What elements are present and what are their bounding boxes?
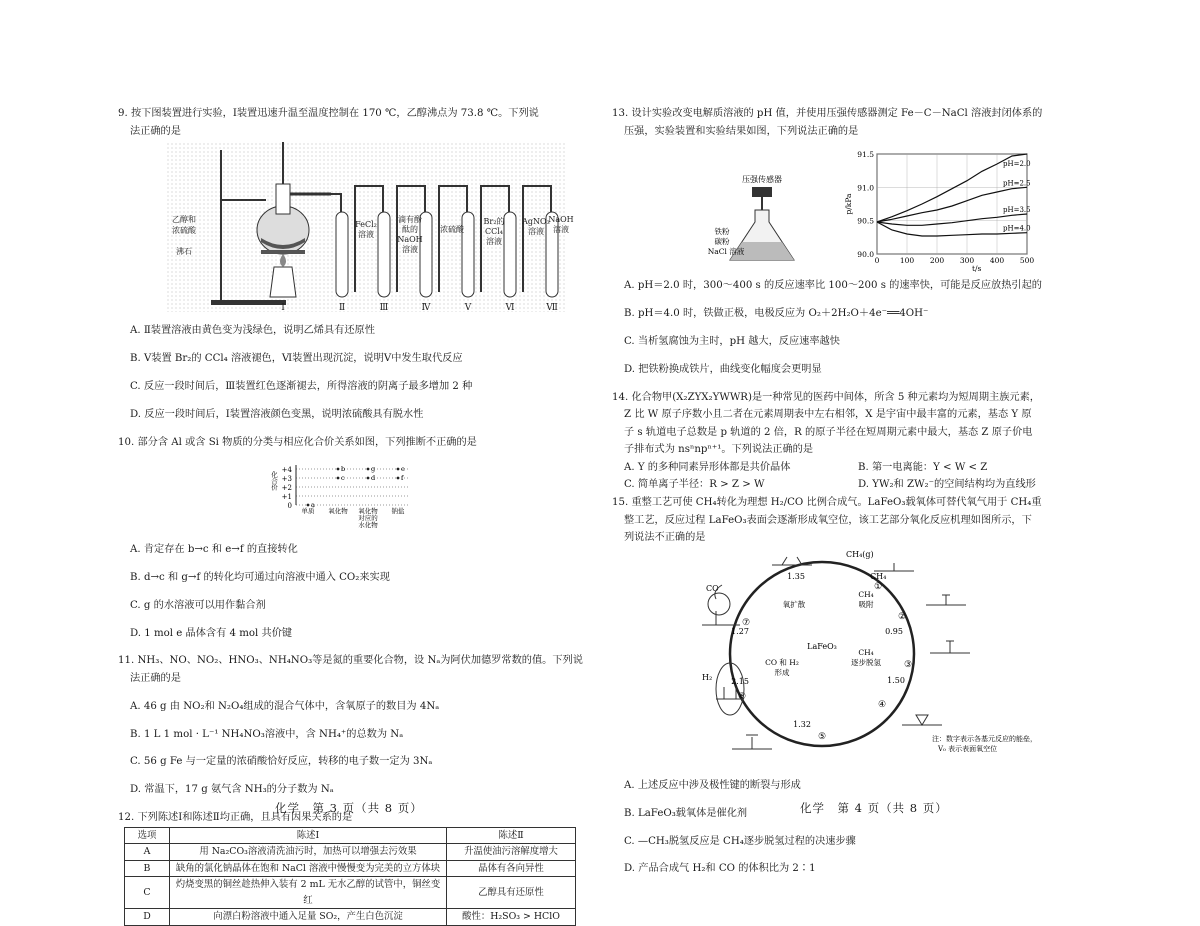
label-t4: Ⅳ bbox=[421, 303, 431, 314]
q11-stem-line2: 法正确的是 bbox=[130, 673, 181, 684]
table-cell: 缺角的氯化钠晶体在饱和 NaCl 溶液中慢慢变为完美的立方体块 bbox=[170, 860, 447, 877]
xtick-label: 500 bbox=[1019, 256, 1035, 266]
xtick-label: 200 bbox=[929, 256, 945, 266]
label-s3c: NaOH bbox=[397, 235, 423, 245]
tube-train bbox=[331, 186, 551, 292]
q9-option-b: B. Ⅴ装置 Br₂的 CCl₄ 溶液褪色，Ⅵ装置出现沉淀，说明Ⅴ中发生取代反应 bbox=[130, 353, 463, 365]
inner-1b: 吸附 bbox=[858, 599, 874, 609]
energy-4: 1.32 bbox=[793, 719, 811, 729]
flask-label-1: 铁粉 bbox=[714, 227, 730, 237]
label-s2a: FeCl₂ bbox=[355, 220, 377, 230]
energy-2: 0.95 bbox=[885, 626, 903, 636]
q15-option-a: A. 上述反应中涉及极性键的断裂与形成 bbox=[624, 780, 801, 792]
table-cell: 向漂白粉溶液中通入足量 SO₂，产生白色沉淀 bbox=[170, 909, 447, 926]
label-t6: Ⅵ bbox=[505, 303, 515, 314]
table-header: 陈述Ⅱ bbox=[447, 827, 576, 844]
q9-apparatus-figure bbox=[166, 142, 574, 314]
flask-label-3: NaCl 溶液 bbox=[707, 247, 745, 257]
xtick-label: 钠盐 bbox=[391, 507, 405, 516]
table-cell: 升温使油污溶解度增大 bbox=[447, 844, 576, 861]
table-row bbox=[125, 860, 576, 877]
table-cell: C bbox=[125, 877, 170, 909]
label-s4a: 浓硫酸 bbox=[440, 225, 464, 235]
q9-stem-line1: 9. 按下图装置进行实验，Ⅰ装置迅速升温至温度控制在 170 ℃，乙醇沸点为 73.8 ℃。下列说 bbox=[118, 108, 539, 119]
stand-base bbox=[211, 300, 286, 305]
label-s6a: AgNO₃ bbox=[522, 217, 550, 227]
ytick-label: +1 bbox=[281, 493, 292, 502]
q14-stem-line1: 14. 化合物甲(X₂ZYX₂YWWR)是一种常见的医药中间体，所含 5 种元素均为短周期主族元素， bbox=[612, 391, 1040, 403]
energy-3: 1.50 bbox=[887, 675, 905, 685]
label-ethanol: 乙醇和 bbox=[172, 215, 196, 225]
table-header-row bbox=[125, 827, 576, 844]
sensor-label: 压强传感器 bbox=[742, 175, 782, 185]
q15-option-d: D. 产品合成气 H₂和 CO 的体积比为 2∶1 bbox=[624, 863, 816, 875]
label-t1: Ⅰ bbox=[281, 303, 285, 314]
flame bbox=[280, 254, 286, 267]
table-cell: A bbox=[125, 844, 170, 861]
note-line1: 注：数字表示各基元反应的能垒， bbox=[932, 734, 1037, 743]
q10-option-b: B. d→c 和 g→f 的转化均可通过向溶液中通入 CO₂来实现 bbox=[130, 572, 390, 584]
inner-4: 氧扩散 bbox=[782, 599, 806, 609]
point-label-c: c bbox=[341, 474, 345, 483]
q11-option-b: B. 1 L 1 mol · L⁻¹ NH₄NO₃溶液中，含 NH₄⁺的总数为 Nₐ bbox=[130, 728, 404, 740]
point-e bbox=[397, 468, 400, 471]
energy-1: 1.35 bbox=[787, 571, 805, 581]
table-cell: 灼烧变黑的铜丝趁热伸入装有 2 mL 无水乙醇的试管中，铜丝变红 bbox=[170, 877, 447, 909]
label-s7b: 溶液 bbox=[553, 225, 569, 235]
q15-stem-line3: 列说法不正确的是 bbox=[624, 532, 706, 544]
ytick-label: +4 bbox=[281, 466, 292, 475]
label-t7: Ⅶ bbox=[546, 303, 558, 314]
point-label-d: d bbox=[371, 474, 376, 483]
xtick-label: 对应的 bbox=[358, 514, 378, 523]
xtick-label: 400 bbox=[989, 256, 1005, 266]
valence-chart-svg bbox=[268, 453, 438, 531]
table-cell: 酸性：H₂SO₃ > HClO bbox=[447, 909, 576, 926]
ytick-label: 91.5 bbox=[857, 150, 874, 160]
label-t3: Ⅲ bbox=[379, 303, 389, 314]
flask-label-2: 碳粉 bbox=[714, 237, 730, 247]
ytick-label: +3 bbox=[281, 475, 292, 484]
table-cell: B bbox=[125, 860, 170, 877]
xtick-label: 300 bbox=[959, 256, 975, 266]
q15-option-c: C. —CH₃脱氢反应是 CH₄逐步脱氢过程的决速步骤 bbox=[624, 835, 856, 847]
note-line2: V₀ 表示表面氧空位 bbox=[938, 744, 998, 753]
q15-mechanism-figure bbox=[612, 549, 1072, 767]
point-label-g: g bbox=[371, 465, 376, 474]
xtick-label: 100 bbox=[899, 256, 915, 266]
q9-stem-line2: 法正确的是 bbox=[130, 125, 181, 137]
point-a bbox=[307, 504, 310, 507]
q11-option-a: A. 46 g 由 NO₂和 N₂O₄组成的混合气体中，含氧原子的数目为 4Nₐ bbox=[130, 700, 440, 712]
ytick-label: +2 bbox=[281, 484, 292, 493]
inner-3a: CO 和 H₂ bbox=[765, 657, 799, 667]
q14-option-d: D. YW₂和 ZW₂⁻的空间结构均为直线形 bbox=[858, 479, 1036, 491]
ytick-label: 0 bbox=[287, 502, 292, 511]
label-s6b: 溶液 bbox=[528, 227, 544, 237]
series-line-3 bbox=[877, 214, 1027, 225]
alcohol-lamp bbox=[270, 267, 296, 297]
inner-2b: 逐步脱氢 bbox=[851, 657, 881, 667]
series-label-4: pH=4.0 bbox=[1003, 224, 1031, 233]
q13-option-d: D. 把铁粉换成铁片，曲线变化幅度会更明显 bbox=[624, 363, 822, 375]
step-5: ⑤ bbox=[817, 731, 827, 742]
label-s3a: 滴有酚 bbox=[398, 215, 422, 225]
series-label-3: pH=3.5 bbox=[1003, 206, 1031, 215]
q14-options-row2 bbox=[612, 476, 1092, 494]
xtick-label: 单质 bbox=[301, 507, 315, 516]
q15-stem-line1: 15. 重整工艺可使 CH₄转化为理想 H₂/CO 比例合成气。LaFeO₃载氧体可替代氧气用于 CH₄重 bbox=[612, 497, 1042, 509]
xtick-label: 0 bbox=[874, 256, 880, 266]
step-1: ① bbox=[873, 581, 883, 592]
y-axis-title: p/kPa bbox=[844, 193, 853, 215]
label-stone: 沸石 bbox=[176, 247, 192, 257]
table-cell: 晶体有各向异性 bbox=[447, 860, 576, 877]
q14-option-a: A. Y 的多种同素异形体都是共价晶体 bbox=[624, 461, 791, 473]
q12-stem: 12. 下列陈述Ⅰ和陈述Ⅱ均正确，且具有因果关系的是 bbox=[118, 811, 353, 823]
table-row bbox=[125, 844, 576, 861]
center-label: LaFeO₃ bbox=[807, 641, 837, 651]
x-axis-title: t/s bbox=[972, 264, 982, 274]
point-label-b: b bbox=[341, 465, 346, 474]
adsorbate-sketches bbox=[702, 557, 970, 749]
q14-stem-line2: Z 比 W 原子序数小且二者在元素周期表中左右相邻，X 是宇宙中最丰富的元素，基态 Y 原 bbox=[624, 409, 1032, 421]
label-t5: Ⅴ bbox=[464, 303, 472, 314]
label-s2b: 溶液 bbox=[358, 230, 374, 240]
step-3: ③ bbox=[903, 659, 913, 670]
q10-option-c: C. g 的水溶液可以用作黏合剂 bbox=[130, 599, 266, 611]
table-cell: D bbox=[125, 909, 170, 926]
inner-1a: CH₄ bbox=[858, 589, 874, 599]
q10-option-d: D. 1 mol e 晶体含有 4 mol 共价键 bbox=[130, 627, 293, 639]
label-s7a: NaOH bbox=[548, 215, 574, 225]
q13-stem-line2: 压强，实验装置和实验结果如图，下列说法正确的是 bbox=[624, 125, 859, 137]
series-label-1: pH=2.0 bbox=[1003, 160, 1031, 169]
step-6: ⑥ bbox=[737, 691, 747, 702]
sensor-flask bbox=[708, 174, 794, 260]
q11-stem-line1: 11. NH₃、NO、NO₂、HNO₃、NH₄NO₃等是氮的重要化合物，设 Nₐ为阿伏加德罗常数的值。下列说 bbox=[118, 655, 583, 667]
point-f bbox=[397, 477, 400, 480]
xtick-label: 水化物 bbox=[358, 521, 378, 530]
table-cell: 用 Na₂CO₃溶液清洗油污时，加热可以增强去污效果 bbox=[170, 844, 447, 861]
inner-3b: 形成 bbox=[774, 667, 790, 677]
q14-option-b: B. 第一电离能：Y < W < Z bbox=[858, 461, 988, 473]
table-row bbox=[125, 909, 576, 926]
label-s5c: 溶液 bbox=[486, 237, 502, 247]
q14-stem-line4: 子排布式为 nsⁿnpⁿ⁺¹。下列说法正确的是 bbox=[624, 444, 814, 456]
energy-5: 2.15 bbox=[731, 676, 749, 686]
label-acid: 浓硫酸 bbox=[172, 226, 196, 236]
table-row bbox=[125, 877, 576, 909]
q14-stem-line3: 子 s 轨道电子总数是 p 轨道的 2 倍，R 的原子半径在短周期元素中最大，基态 Z 原子价电 bbox=[624, 426, 1033, 438]
ytick-label: 90.5 bbox=[857, 216, 874, 226]
q13-option-b: B. pH＝4.0 时，铁做正极，电极反应为 O₂＋2H₂O＋4e⁻══4OH⁻ bbox=[624, 308, 929, 320]
xtick-label: 氧化物 bbox=[328, 507, 348, 516]
ytick-label: 90.0 bbox=[857, 250, 874, 260]
q9-option-c: C. 反应一段时间后，Ⅲ装置红色逐渐褪去，所得溶液的阴离子最多增加 2 种 bbox=[130, 380, 473, 392]
flask-neck bbox=[276, 184, 290, 214]
table-cell: 乙醇具有还原性 bbox=[447, 877, 576, 909]
q14-options-row1 bbox=[612, 459, 1092, 477]
series-label-2: pH=2.5 bbox=[1003, 179, 1031, 188]
point-d bbox=[367, 477, 370, 480]
wire-gauze bbox=[261, 250, 305, 254]
right-page-footer: 化学 第 4 页（共 8 页） bbox=[800, 801, 948, 815]
label-s3b: 酞的 bbox=[402, 225, 418, 235]
q11-option-d: D. 常温下，17 g 氨气含 NH₃的分子数为 Nₐ bbox=[130, 784, 334, 796]
ytick-label: 91.0 bbox=[857, 183, 874, 193]
point-label-f: f bbox=[401, 474, 404, 483]
q10-stem: 10. 部分含 Al 或含 Si 物质的分类与相应化合价关系如图，下列推断不正确的是 bbox=[118, 436, 477, 448]
pressure-chart bbox=[844, 150, 1034, 273]
table-header: 选项 bbox=[125, 827, 170, 844]
q13-option-a: A. pH＝2.0 时，300～400 s 的反应速率比 100～200 s 的速率快，可能是反应放热引起的 bbox=[624, 280, 1042, 292]
h2-label: H₂ bbox=[702, 672, 713, 682]
q13-figure bbox=[707, 142, 1112, 274]
label-t2: Ⅱ bbox=[338, 303, 346, 314]
q15-option-b: B. LaFeO₃载氧体是催化剂 bbox=[624, 807, 748, 819]
left-page-footer: 化学 第 3 页（共 8 页） bbox=[275, 801, 423, 815]
xtick-label: 氧化物 bbox=[358, 507, 378, 516]
point-g bbox=[367, 468, 370, 471]
plot-frame bbox=[877, 154, 1027, 254]
energy-6: 1.27 bbox=[731, 626, 749, 636]
step-7: ⑦ bbox=[741, 617, 751, 628]
q9-option-a: A. Ⅱ装置溶液由黄色变为浅绿色，说明乙烯具有还原性 bbox=[130, 325, 375, 337]
table-header: 陈述Ⅰ bbox=[170, 827, 447, 844]
q12-table bbox=[124, 827, 576, 926]
y-axis-title: 化合价 bbox=[270, 471, 278, 491]
q13-stem-line1: 13. 设计实验改变电解质溶液的 pH 值，并使用压强传感器测定 Fe－C－NaCl 溶液封闭体系的 bbox=[612, 108, 1043, 119]
cycle-ring bbox=[730, 562, 914, 746]
step-4: ④ bbox=[877, 699, 887, 710]
label-s5a: Br₂的 bbox=[483, 217, 505, 227]
step-2: ② bbox=[897, 611, 907, 622]
point-c bbox=[337, 477, 340, 480]
ch4-label: CH₄ bbox=[870, 571, 887, 581]
q14-option-c: C. 简单离子半径：R > Z > W bbox=[624, 479, 765, 491]
label-s5b: CCl₄ bbox=[484, 227, 504, 237]
q15-stem-line2: 整工艺，反应过程 LaFeO₃表面会逐渐形成氧空位，该工艺部分氧化反应机理如图所示，下 bbox=[624, 514, 1032, 526]
q10-option-a: A. 肯定存在 b→c 和 e→f 的直接转化 bbox=[130, 544, 298, 556]
right-page bbox=[612, 105, 1092, 888]
q11-option-c: C. 56 g Fe 与一定量的浓硝酸恰好反应，转移的电子数一定为 3Nₐ bbox=[130, 756, 433, 768]
q9-option-d: D. 反应一段时间后，Ⅰ装置溶液颜色变黑，说明浓硫酸具有脱水性 bbox=[130, 408, 424, 420]
point-b bbox=[337, 468, 340, 471]
point-label-e: e bbox=[401, 465, 405, 474]
co-label: CO bbox=[706, 583, 719, 593]
mechanism-svg bbox=[612, 549, 1072, 767]
q13-figure-svg bbox=[707, 142, 1112, 274]
ch4g-label: CH₄(g) bbox=[846, 549, 874, 559]
q10-valence-chart bbox=[268, 453, 438, 531]
q13-option-c: C. 当析氢腐蚀为主时，pH 越大，反应速率越快 bbox=[624, 335, 840, 347]
point-label-a: a bbox=[311, 501, 315, 510]
inner-2a: CH₄ bbox=[858, 647, 874, 657]
label-s3d: 溶液 bbox=[402, 245, 418, 255]
apparatus-drawing bbox=[166, 142, 574, 314]
